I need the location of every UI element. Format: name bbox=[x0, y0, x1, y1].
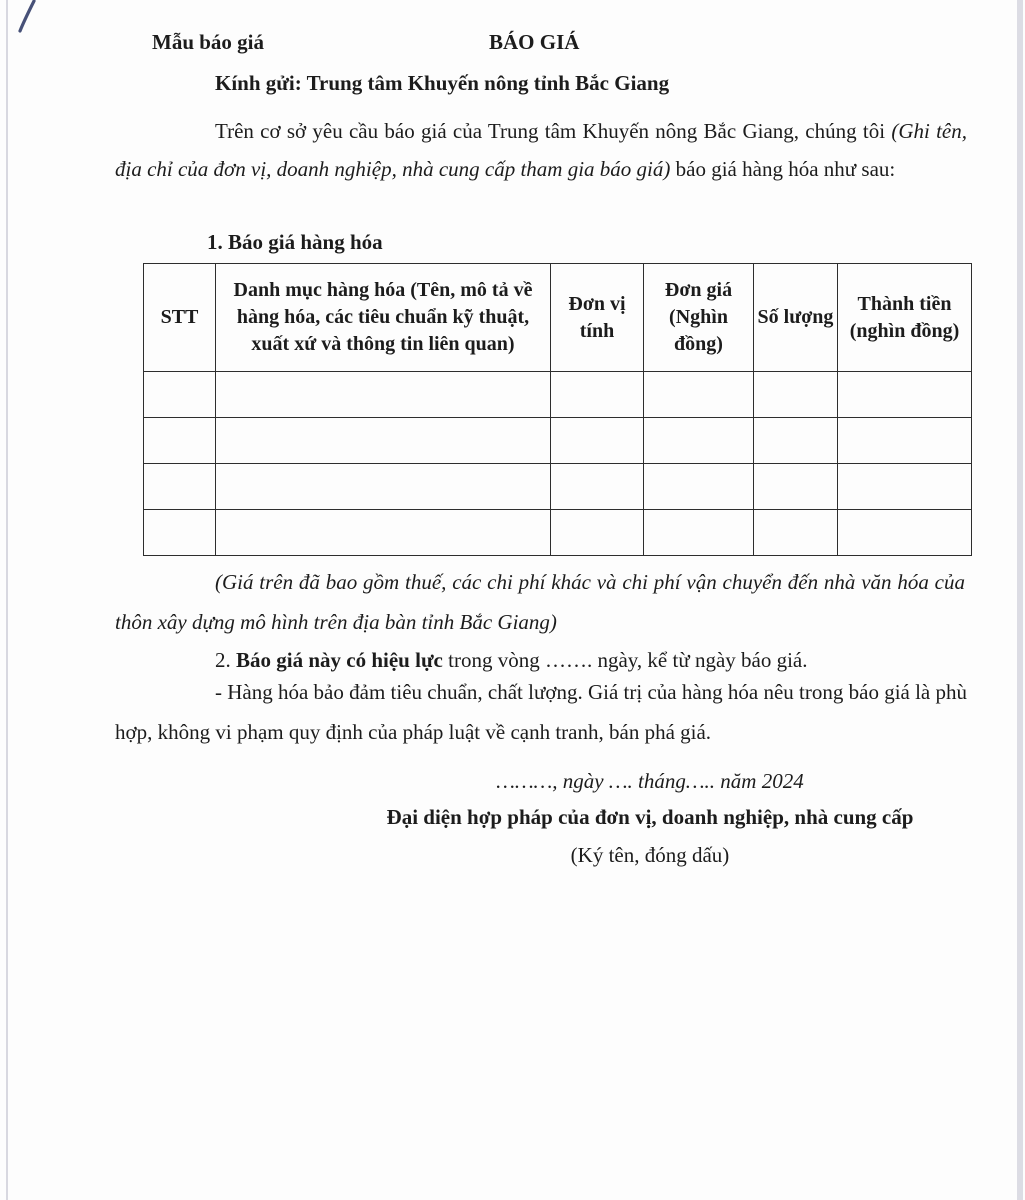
table-header-cell-thanh-tien: Thành tiền (nghìn đồng) bbox=[838, 264, 972, 372]
table-cell-empty bbox=[144, 372, 216, 418]
intro-tail: báo giá hàng hóa như sau: bbox=[670, 157, 896, 181]
table-cell-empty bbox=[644, 464, 754, 510]
table-row bbox=[144, 418, 972, 464]
page-edge-left bbox=[6, 0, 8, 1200]
table-cell-empty bbox=[216, 510, 551, 556]
table-cell-empty bbox=[144, 418, 216, 464]
table-cell-empty bbox=[144, 464, 216, 510]
page-title: BÁO GIÁ bbox=[489, 30, 580, 54]
table-row bbox=[144, 372, 972, 418]
assurance-paragraph: - Hàng hóa bảo đảm tiêu chuẩn, chất lượng. Giá trị của hàng hóa nêu trong báo giá là phù hợp, không vi phạm quy định của pháp luật về cạnh tranh, bán phá giá. bbox=[115, 680, 968, 744]
table-header-cell-don-vi-tinh: Đơn vị tính bbox=[551, 264, 644, 372]
recipient-line: Kính gửi: Trung tâm Khuyến nông tỉnh Bắc Giang bbox=[215, 71, 670, 95]
table-cell-empty bbox=[216, 464, 551, 510]
table-cell-empty bbox=[551, 510, 644, 556]
section-2-rest: trong vòng ……. ngày, kể từ ngày báo giá. bbox=[442, 648, 808, 672]
section-2-number: 2. bbox=[215, 648, 236, 672]
section-1-heading: 1. Báo giá hàng hóa bbox=[207, 230, 383, 254]
table-header-row bbox=[144, 264, 972, 372]
table-cell-empty bbox=[551, 418, 644, 464]
table-cell-empty bbox=[144, 510, 216, 556]
table-cell-empty bbox=[838, 464, 972, 510]
signature-representative: Đại diện hợp pháp của đơn vị, doanh nghiệp, nhà cung cấp bbox=[386, 805, 914, 829]
pen-mark-icon bbox=[14, 0, 40, 34]
table-cell-empty bbox=[551, 372, 644, 418]
table-cell-empty bbox=[644, 418, 754, 464]
table-cell-empty bbox=[754, 418, 838, 464]
table-cell-empty bbox=[838, 372, 972, 418]
table-header-cell-don-gia: Đơn giá (Nghìn đồng) bbox=[644, 264, 754, 372]
table-cell-empty bbox=[216, 418, 551, 464]
intro-paragraph bbox=[115, 112, 967, 188]
table-cell-empty bbox=[838, 418, 972, 464]
table-cell-empty bbox=[754, 464, 838, 510]
table-cell-empty bbox=[838, 510, 972, 556]
quote-table bbox=[143, 263, 972, 556]
section-2-bold: Báo giá này có hiệu lực bbox=[236, 648, 443, 672]
price-note: (Giá trên đã bao gồm thuế, các chi phí khác và chi phí vận chuyển đến nhà văn hóa của thôn xây dựng mô hình trên địa bàn tỉnh Bắc Giang) bbox=[115, 570, 965, 634]
quote-table-body bbox=[144, 372, 972, 556]
table-cell-empty bbox=[644, 372, 754, 418]
signature-date-line: ………, ngày …. tháng….. năm 2024 bbox=[496, 769, 804, 793]
table-header-cell-so-luong: Số lượng bbox=[754, 264, 838, 372]
form-label: Mẫu báo giá bbox=[152, 30, 265, 54]
table-header-cell-danh-muc: Danh mục hàng hóa (Tên, mô tả về hàng hóa, các tiêu chuẩn kỹ thuật, xuất xứ và thông tin liên quan) bbox=[216, 264, 551, 372]
table-header-cell-stt: STT bbox=[144, 264, 216, 372]
table-row bbox=[144, 510, 972, 556]
table-cell-empty bbox=[216, 372, 551, 418]
page-edge-right bbox=[1017, 0, 1023, 1200]
table-cell-empty bbox=[754, 372, 838, 418]
table-cell-empty bbox=[551, 464, 644, 510]
table-cell-empty bbox=[754, 510, 838, 556]
table-cell-empty bbox=[644, 510, 754, 556]
table-row bbox=[144, 464, 972, 510]
signature-sign-note: (Ký tên, đóng dấu) bbox=[570, 843, 730, 867]
intro-italic-note: (Ghi tên, địa chỉ của đơn vị, doanh nghiệp, nhà cung cấp tham gia báo giá) bbox=[115, 119, 967, 181]
intro-lead: Trên cơ sở yêu cầu báo giá của Trung tâm Khuyến nông Bắc Giang, chúng tôi bbox=[215, 119, 892, 143]
